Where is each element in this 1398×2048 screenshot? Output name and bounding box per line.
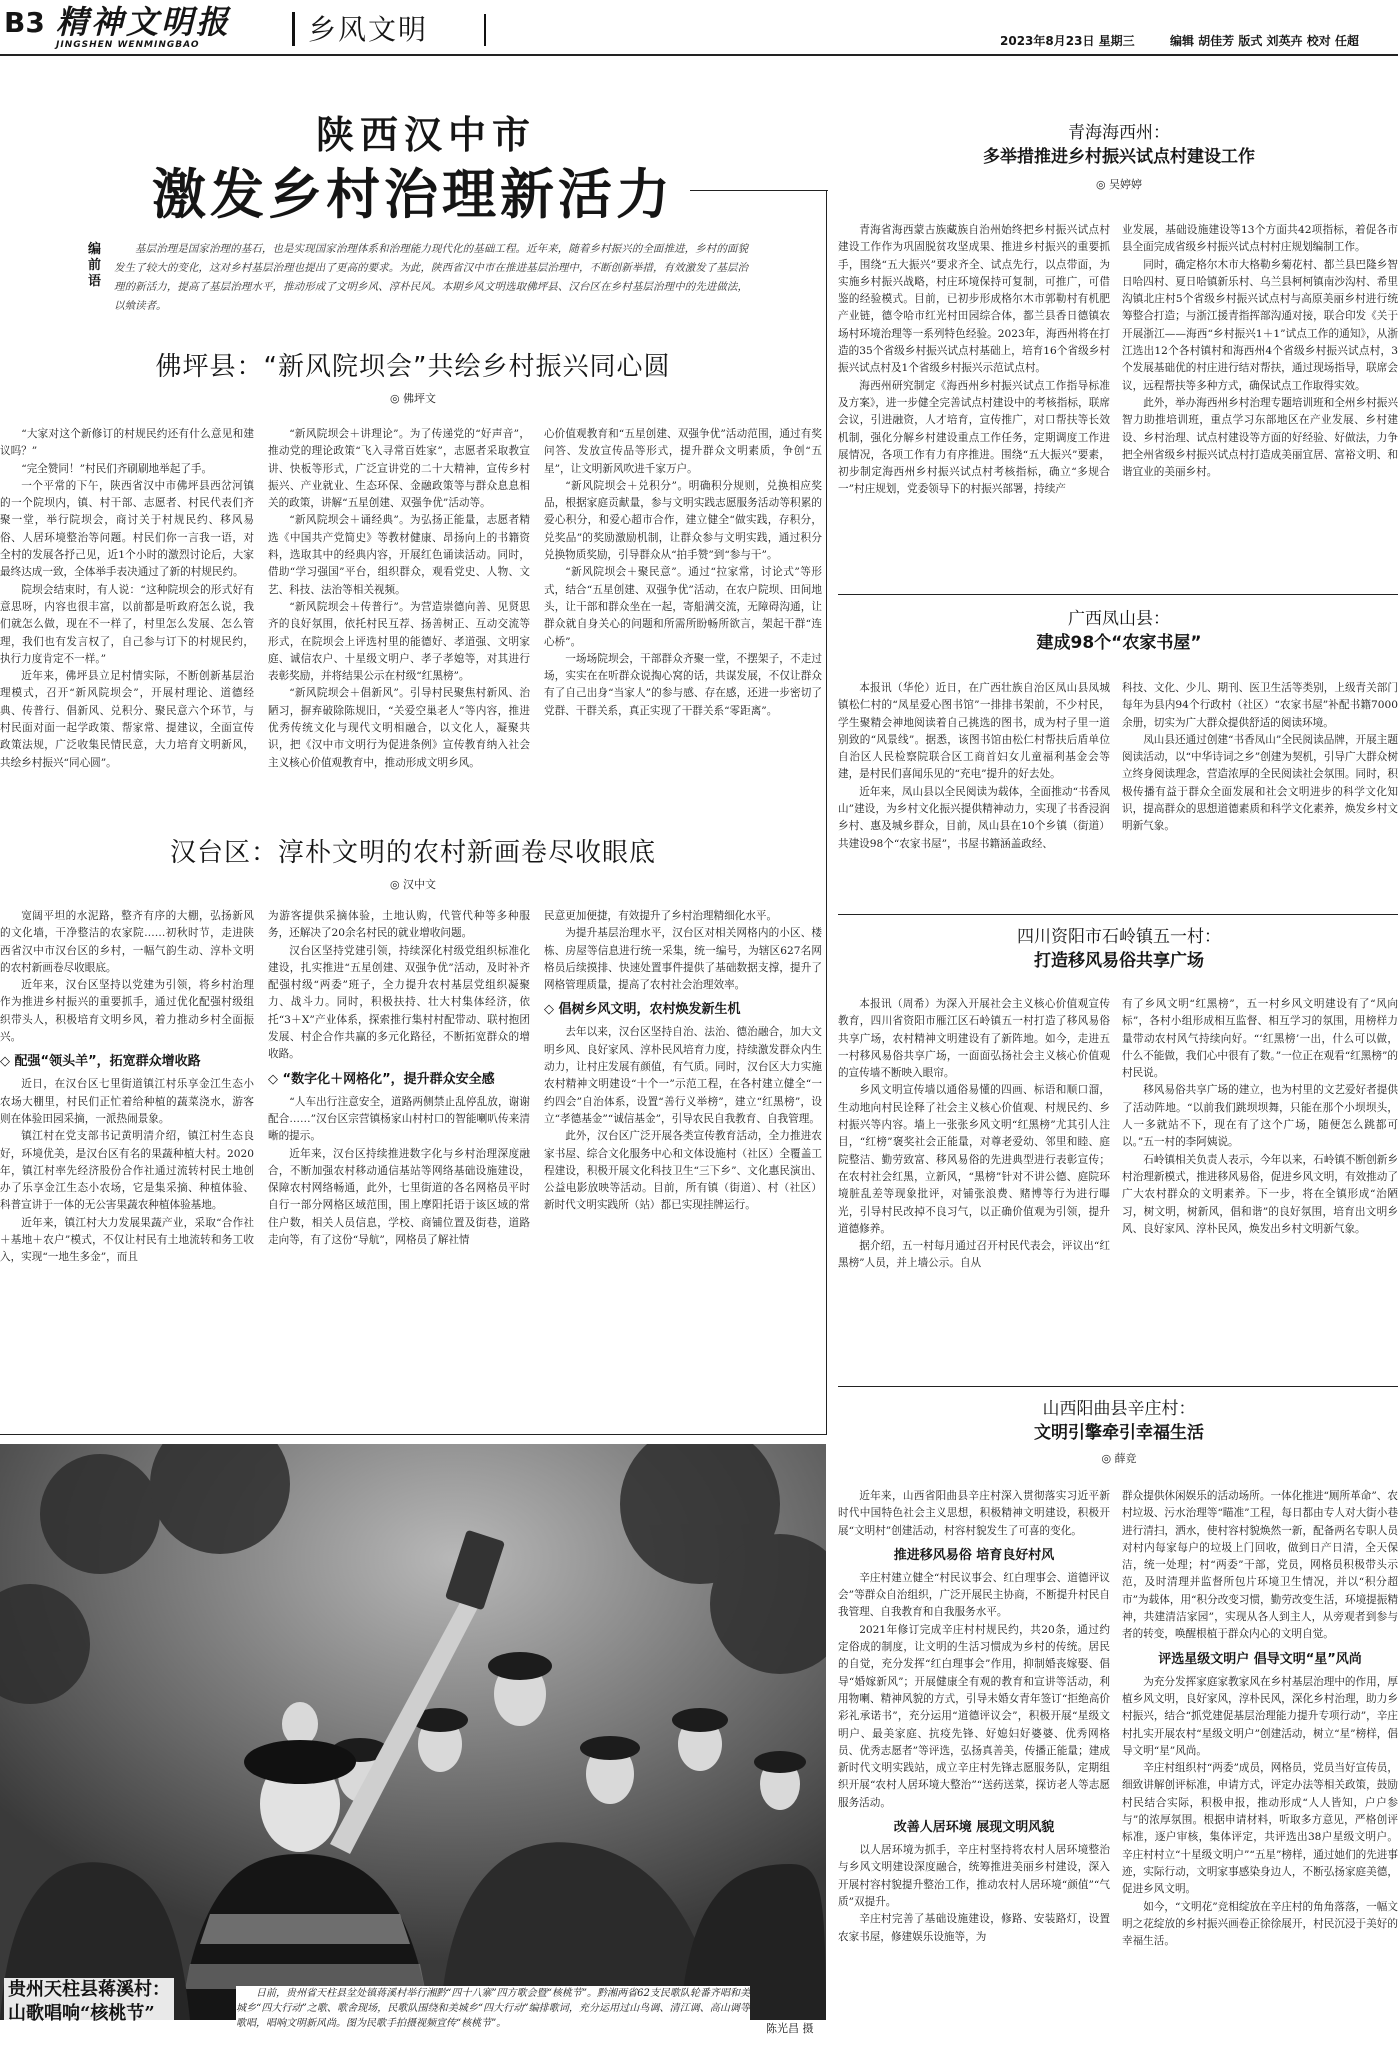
paragraph: 移风易俗共享广场的建立，也为村里的文艺爱好者提供了活动阵地。“以前我们跳坝坝舞，只能在那个小坝坝头，人一多就站不下，现在有了这个广场，随便怎么跳都可以。”五一村的李阿姨说。	[1122, 1084, 1398, 1149]
paragraph: 凤山县还通过创建“书香凤山”全民阅读品牌，开展主题阅读活动，以“中华诗词之乡”创建为契机，引导广大群众树立终身阅读理念，营造浓厚的全民阅读社会氛围。同时，积极传播有益于群众全面发展和社会文明进步的科学文化知识，提高群众的思想道德素质和科学文化素养，焕发乡村文明新气象。	[1122, 733, 1398, 833]
qinghai-bottom-rule	[838, 594, 1398, 595]
shanxi-title: 文明引擎牵引幸福生活	[1034, 1423, 1204, 1443]
lead-headline: 激发乡村治理新活力	[152, 163, 674, 226]
shanxi-byline: ◎ 薛竞	[1101, 1452, 1137, 1465]
hantai-byline: ◎ 汉中文	[389, 878, 437, 891]
diamond-icon: ◇	[0, 1054, 15, 1070]
paragraph: 近日，在汉台区七里街道镇江村乐享金江生态小农场大棚里，村民们正忙着给种植的蔬菜浇水，游客则在体验田园采摘，一派热闹景象。	[0, 1078, 254, 1125]
paragraph: “新风院坝会＋讲理论”。为了传递党的“好声音”，推动党的理论政策“飞入寻常百姓家”，志愿者采取教宣讲、快板等形式，广泛宣讲党的二十大精神，宣传乡村振兴、产业就业、生态环保、金融政策等与群众息息相关的政策，讲解“五星创建、双强争优”活动等。	[268, 428, 530, 510]
qinghai-title: 多举措推进乡村振兴试点村建设工作	[983, 147, 1255, 167]
sichuan-column-1	[838, 996, 1110, 1376]
paragraph: “新风院坝会＋传普行”。为营造崇德向善、见贤思齐的良好氛围，依托村民互荐、扬善树正、互动交流等形式，在院坝会上评选村里的能德好、孝道强、文明家庭、诚信农户、十星级文明户、孝子孝媳等，对其进行表彰奖励，并将结果公示在村级“红黑榜”。	[268, 600, 530, 683]
qinghai-byline: ◎ 吴婷婷	[1095, 178, 1143, 191]
paragraph: 近年来，汉台区坚持以党建为引领，将乡村治理作为推进乡村振兴的重要抓手，通过优化配强村级组织带头人，积极培育文明乡风，着力推动乡村全面振兴。	[0, 979, 254, 1044]
paragraph: 去年以来，汉台区坚持自治、法治、德治融合，加大文明乡风、良好家风、淳朴民风培育力度，持续激发群众内生动力，让村庄发展有颜值，有气质。同时，汉台区大力实施农村精神文明建设“十个一”示范工程，在各村建立健全“一约四会”自治体系，设置“善行义举榜”，建立“红黑榜”，设立“孝德基金”“诚信基金”，引导农民自我教育、自我管理。	[544, 1026, 822, 1125]
paragraph: 宽阔平坦的水泥路，整齐有序的大棚，弘扬新风的文化墙，干净整洁的农家院……初秋时节，走进陕西省汉中市汉台区的乡村，一幅气韵生动、淳朴文明的农村新画卷尽收眼底。	[0, 910, 254, 974]
paragraph: 辛庄村完善了基础设施建设，修路、安装路灯，设置农家书屋，修建娱乐设施等，为	[838, 1913, 1110, 1943]
qinghai-kicker: 青海海西州：	[1068, 123, 1170, 143]
guangxi-column-2	[1122, 680, 1398, 904]
foping-column-1	[0, 426, 254, 812]
author-marker-icon: ◎	[389, 392, 404, 405]
foping-byline: ◎ 佛坪文	[389, 392, 437, 405]
paragraph: 青海省海西蒙古族藏族自治州始终把乡村振兴试点村建设工作作为巩固脱贫攻坚成果、推进乡村振兴的重要抓手，围绕“五大振兴”要求齐全、试点先行，以点带面，为实施乡村振兴战略，村庄环境保持可复制，可推广，可借鉴的经验模式。目前，已初步形成格尔木市郭勒村有机肥产业链，德令哈市红光村田园综合体，都兰县香日德镇农场村环境治理等一系列特色经验。2023年，海西州将在打造的35个省级乡村振兴试点村基础上，培育16个省级乡村振兴试点村及1个省级乡村振兴示范试点村。	[838, 224, 1110, 375]
qinghai-column-1	[838, 222, 1110, 584]
sichuan-column-2	[1122, 996, 1398, 1376]
editor-credits: 编辑 胡佳芳 版式 刘英卉 校对 任超	[1170, 34, 1359, 48]
paragraph: 民意更加便捷，有效提升了乡村治理精细化水平。	[544, 910, 778, 922]
paragraph: “新风院坝会＋兑积分”。明确积分规则，兑换相应奖品，根据家庭贡献量，参与文明实践志愿服务活动等积累的爱心积分，和爱心超市合作，建立健全“做实践，存积分，兑奖品”的奖励激励机制，让群众参与文明实践，通过积分兑换物质奖励，引导群众从“拍手赞”到“参与干”。	[544, 479, 822, 562]
paragraph: 业发展，基础设施建设等13个方面共42项指标，着促各市县全面完成省级乡村振兴试点村村庄规划编制工作。	[1122, 224, 1398, 254]
paragraph: 镇江村在党支部书记黄明清介绍，镇江村生态良好，环境优美，是汉台区有名的果蔬种植大村。2020年，镇江村率先经济股份合作社通过流转村民土地创办了乐享金江生态小农场，它是集采摘、种植体验、科普宣讲于一体的无公害果蔬农种植体验基地。	[0, 1130, 254, 1212]
lead-box-right-rule	[826, 190, 827, 1434]
paragraph: 海西州研究制定《海西州乡村振兴试点工作指导标准及方案》，进一步健全完善试点村建设中的考核指标，联席会议，引进融资，人才培育，宣传推广，对口帮扶等长效机制，强化分解乡村建设重点工作任务，定期调度工作进展情况，各项工作有力有序推进。围绕“五大振兴”要素，初步制定海西州乡村振兴试点村考核指标，确立“多规合一”村庄规划，党委领导下的村振兴部署，持续产	[838, 379, 1110, 496]
paragraph: 院坝会结束时，有人说：“这种院坝会的形式好有意思呀，内容也很丰富，以前都是听政府怎么说，我们就怎么做，现在不一样了，村里怎么发展、怎么管理，我们也有发言权了，自己参与订下的村规民约，执行力度肯定不一样。”	[0, 583, 254, 665]
paragraph: 石岭镇相关负责人表示，今年以来，石岭镇不断创新乡村治理新模式，推进移风易俗，促进乡风文明，有效推动了广大农村群众的文明素养。下一步，将在全镇形成“治陋习，树文明，树新风，倡和谐”的良好氛围，培育出文明乡风、良好家风、淳朴民风，焕发出乡村文明新气象。	[1122, 1153, 1398, 1235]
paragraph: 近年来，镇江村大力发展果蔬产业，采取“合作社＋基地＋农户”模式，不仅让村民有土地流转和务工收入，实现“一地生多金”，而且	[0, 1216, 254, 1264]
hantai-column-3	[544, 908, 822, 1424]
sichuan-bottom-rule	[838, 1386, 1398, 1387]
paragraph: 汉台区坚持党建引领，持续深化村级党组织标准化建设，扎实推进“五星创建、双强争优”活动，及时补齐配强村级“两委”班子，全力提升农村基层党组织凝聚力、战斗力。同时，积极扶持、壮大村集体经济，依托“3＋X”产业体系，探索推行集村村配带动、联村抱团发展、村企合作共赢的多元化路径，不断拓宽群众的增收路。	[268, 944, 530, 1061]
lead-kicker: 陕西汉中市	[316, 112, 537, 157]
masthead-divider	[292, 12, 295, 46]
paragraph: 一个平常的下午，陕西省汉中市佛坪县西岔河镇的一个院坝内，镇、村干部、志愿者、村民代表们齐聚一堂，举行院坝会，商讨关于村规民约、移风易俗、人居环境整治等问题。村民们你一言我一语，对全村的发展各抒己见，近1个小时的激烈讨论后，大家最终达成一致，全体举手表决通过了新的村规民约。	[0, 479, 254, 579]
issue-date: 2023年8月23日 星期三	[1000, 34, 1135, 48]
paragraph: 为充分发挥家庭家教家风在乡村基层治理中的作用，厚植乡风文明，良好家风，淳朴民风，深化乡村治理，助力乡村振兴，结合“抓党建促基层治理能力提升专项行动”，辛庄村扎实开展农村“星级文明户”创建活动，树立“星”榜样，倡导文明“星”风尚。	[1122, 1675, 1398, 1757]
paragraph: 近年来，汉台区持续推进数字化与乡村治理深度融合，不断加强农村移动通信基站等网络基础设施建设，保障农村网络畅通，此外，七里街道的各名网格员平时自行一部分网格区域范围，围上摩阳托语于该区域的常住户数，相关人员信息，学校、商铺位置及街巷，道路走向等，有了这份“导航”，网格员了解社情	[268, 1147, 530, 1247]
paragraph: 本报讯（华伦）近日，在广西壮族自治区凤山县凤城镇松仁村的“凤星爱心图书馆”一排排书架前，不少村民，学生聚精会神地阅读着自己挑选的图书，成为村子里一道别致的“风景线”。据悉，该图书馆由松仁村帮扶后盾单位自治区人民检察院联合区工商首妇女儿童福利基金会等建，是村民们喜闻乐见的“充电”提升的好去处。	[838, 682, 1110, 781]
shanxi-kicker: 山西阳曲县辛庄村：	[1042, 1399, 1196, 1419]
hantai-subhead-1: ◇ 配强“领头羊”，拓宽群众增收路	[0, 1054, 201, 1070]
paragraph: 为提升基层治理水平，汉台区对相关网格内的小区、楼栋、房屋等信息进行统一采集，统一编号，为辖区627名网格员后续摸排、快速处置事件提供了基础数据支撑，提升了网格管理质量，提高了农村社会治理效率。	[544, 927, 822, 992]
editor-note-text: 基层治理是国家治理的基石，也是实现国家治理体系和治理能力现代化的基础工程。近年来，随着乡村振兴的全面推进，乡村的面貌发生了较大的变化，这对乡村基层治理也提出了更高的要求。为此，陕西省汉中市在推进基层治理中，不断创新举措，有效激发了基层治理的新活力，提高了基层治理水平，推动形成了文明乡风、淳朴民风。本期乡风文明选取佛坪县、汉台区在乡村基层治理中的先进做法，以飨读者。	[114, 243, 748, 312]
shanxi-column-1	[838, 1488, 1110, 2044]
paragraph: 此外，汉台区广泛开展各类宣传教育活动，全力推进农家书屋、综合文化服务中心和文体设施村（社区）全覆盖工程建设，积极开展文化科技卫生“三下乡”、文化惠民演出、公益电影放映等活动。目前，所有镇（街道）、村（社区）新时代文明实践所（站）都已实现挂牌运行。	[544, 1130, 822, 1212]
paragraph: 一场场院坝会，干部群众齐聚一堂，不摆架子，不走过场，实实在在听群众说掏心窝的话，共谋发展，不仅让群众有了自己出身“当家人”的参与感、存在感，还进一步密切了党群、干群关系，真正实现了干群关系“零距离”。	[544, 652, 822, 717]
diamond-icon: ◇	[268, 1071, 283, 1087]
guangxi-kicker: 广西凤山县：	[1068, 609, 1170, 629]
guangxi-bottom-rule	[838, 914, 1398, 915]
paragraph: 此外，举办海西州乡村治理专题培训班和全州乡村振兴智力助推培训班，重点学习东部地区在产业发展、乡村建设、乡村治理、试点村建设等方面的好经验、好做法，力争把全州省级乡村振兴试点村打造成美丽宜居、富裕文明、和谐宜业的美丽乡村。	[1122, 396, 1398, 479]
lead-headline-rule	[690, 190, 828, 191]
author-marker-icon: ◎	[1095, 178, 1110, 191]
header-rule	[0, 54, 1398, 56]
shanxi-subhead-2: 改善人居环境 展现文明风貌	[893, 1820, 1055, 1836]
masthead-bar	[0, 0, 1398, 62]
shanxi-subhead-3: 评选星级文明户 倡导文明“星”风尚	[1158, 1651, 1362, 1667]
paragraph: 辛庄村建立健全“村民议事会、红白理事会、道德评议会”等群众自治组织，广泛开展民主协商，不断提升村民自我管理、自我教育和自我服务水平。	[838, 1571, 1110, 1619]
sichuan-kicker: 四川资阳市石岭镇五一村：	[1017, 927, 1221, 947]
guangxi-title: 建成98个“农家书屋”	[1036, 633, 1202, 653]
paragraph: “新风院坝会＋聚民意”。通过“拉家常，讨论式”等形式，结合“五星创建、双强争优”活动，在农户院坝、田间地头，让干部和群众坐在一起，寄船满交流，无障碍沟通，让群众就自身关心的问题和所需所盼畅所欲言，架起干群“连心桥”。	[544, 566, 822, 648]
sichuan-title: 打造移风易俗共享广场	[1034, 951, 1204, 971]
paragraph: 科技、文化、少儿、期刊、医卫生活等类别，上级青关部门每年为县内94个行政村（社区）“农家书屋”补配书籍7000余册，切实为广大群众提供舒适的阅读环境。	[1122, 682, 1398, 729]
masthead-logo: 精神文明报 JINGSHEN WENMINGBAO	[56, 3, 232, 50]
paragraph: 乡风文明宣传墙以通俗易懂的四画、标语和顺口溜，生动地向村民诠释了社会主义核心价值观、村规民约、乡村振兴等内容。墙上一张张乡风文明“红黑榜”尤其引人注目，“红榜”褒奖社会正能量，对尊老爱幼、邻里和睦、庭院整洁、勤劳致富、移风易俗的先进典型进行表彰宣传；在农村社会红黑，立新风，“黑榜”针对不讲公德、庭院环境脏乱差等现象批评，对铺张浪费、赌博等行为进行曝光，引导村民改掉不良习气，以正确价值观为引领，提升道德修养。	[838, 1084, 1110, 1235]
photo-caption: 日前，贵州省天柱县坌处镇蒋溪村举行湘黔“四十八寨”四方歌会暨“核桃节”。黔湘两省62支民歌队轮番齐唱和美城乡“四大行动”之歌、歌舍现场，民歌队围绕和美城乡“四大行动”编排歌词，充分运用过山鸟调、清江调、高山调等歌唱，唱响文明新风尚。图为民歌手拍摄视频宣传“核桃节”。	[236, 1988, 750, 2029]
photo-caption-title: 贵州天柱县蒋溪村： 山歌唱响“核桃节”	[4, 1978, 174, 2026]
paragraph: 有了乡风文明“红黑榜”，五一村乡风文明建设有了“风向标”，各村小组形成相互监督、相互学习的氛围，用榜样力量带动农村风气持续向好。“‘红黑榜’一出，什么可以做，什么不能做，我们心中很有了数。”一位正在观看“红黑榜”的村民说。	[1122, 998, 1398, 1080]
paragraph: 群众提供休闲娱乐的活动场所。一体化推进“厕所革命”、农村垃圾、污水治理等“瞄准”工程，每日都由专人对大街小巷进行清扫，洒水，使村容村貌焕然一新，配备两名专职人员对村内每家每户的垃圾上门回收，做到日产日清，全天保洁，统一处理；村“两委”干部，党员，网格员积极带头示范，及时清理并监督所包片环境卫生情况，并以“积分超市”为载体，用“积分改变习惯，勤劳改变生活，环境提振精神，共建清洁家园”，实现从各人到主人，从旁观者到参与者的转变，唤醒根植于群众内心的文明自觉。	[1122, 1490, 1398, 1641]
section-name: 乡风文明	[308, 13, 429, 46]
shanxi-subhead-1: 推进移风易俗 培育良好村风	[893, 1547, 1055, 1563]
shanxi-column-2	[1122, 1488, 1398, 2044]
paragraph: 本报讯（周希）为深入开展社会主义核心价值观宣传教育，四川省资阳市雁江区石岭镇五一村打造了移风易俗共享广场，农村精神文明建设有了新阵地。如今，走进五一村移风易俗共享广场，一面面弘扬社会主义核心价值观的宣传墙不断映入眼帘。	[838, 998, 1110, 1080]
paragraph: 同时，确定格尔木市大格勒乡菊花村、都兰县巴隆乡智日哈四村、夏日哈镇新乐村、乌兰县柯柯镇南沙沟村、希里沟镇北庄村5个省级乡村振兴试点村与高原美丽乡村进行统筹整合打造；与浙江援青指挥部沟通对接，联合印发《关于开展浙江——海西“乡村振兴1＋1”试点工作的通知》，从浙江选出12个各村镇村和海西州4个省级乡村振兴试点村，3个发展基础优的村庄进行结对帮扶，通过现场指导，联席会议，远程帮扶等多种方式，确保试点工作取得实效。	[1122, 258, 1398, 392]
lead-box-bottom-rule	[0, 1434, 827, 1435]
paragraph: 据介绍，五一村每月通过召开村民代表会，评议出“红黑榜”人员，并上墙公示。自从	[838, 1240, 1110, 1270]
festival-photo	[0, 1444, 826, 2020]
editor-note-label: 编前语	[88, 242, 102, 289]
paragraph: 近年来，凤山县以全民阅读为载体，全面推动“书香凤山”建设，为乡村文化振兴提供精神动力，实现了书香浸润乡村、惠及城乡群众，目前，凤山县在10个乡镇（街道）共建设98个“农家书屋”，书屋书籍涵盖政经、	[838, 785, 1110, 850]
diamond-icon: ◇	[544, 1002, 559, 1018]
paragraph: 近年来，山西省阳曲县辛庄村深入贯彻落实习近平新时代中国特色社会主义思想，积极精神文明建设，积极开展“文明村”创建活动，村容村貌发生了可喜的变化。	[838, 1490, 1110, 1537]
photo-credit: 陈光昌 摄	[766, 2022, 814, 2035]
paragraph: 如今，“文明花”竞相绽放在辛庄村的角角落落，一幅文明之花绽放的乡村振兴画卷正徐徐展开，村民沉浸于美好的幸福生活。	[1122, 1900, 1398, 1948]
paragraph: 心价值观教育和“五星创建、双强争优”活动范围，通过有奖问答、发放宣传品等形式，提升群众文明素质，争创“五星”，让文明新风吹进千家万户。	[544, 428, 822, 475]
paragraph: “完全赞同！”村民们齐刷刷地举起了手。	[21, 462, 213, 475]
foping-column-3	[544, 426, 822, 812]
paragraph: 近年来，佛坪县立足村情实际，不断创新基层治理模式，召开“新风院坝会”，开展村理论、道德经典、传普行、倡新风、兑积分、聚民意六个环节，与村民面对面一起学政策、帮家常、提建议，全面宣传政策法规，广泛收集民情民意，大力培育文明新风，共绘乡村振兴“同心圆”。	[0, 670, 254, 769]
hantai-column-1	[0, 908, 254, 1424]
paragraph: 以人居环境为抓手，辛庄村坚持将农村人居环境整治与乡风文明建设深度融合，统筹推进美丽乡村建设，深入开展村容村貌提升整治工作，推动农村人居环境“颜值”“气质”双提升。	[838, 1844, 1110, 1908]
paragraph: “新风院坝会＋诵经典”。为弘扬正能量，志愿者精选《中国共产党简史》等教材健康、昂扬向上的书籍资料，选取其中的经典内容，开展红色诵读活动。同时，借助“学习强国”平台，组织群众，观看党史、人物、文艺、科技、法治等相关视频。	[268, 514, 530, 596]
hantai-subhead-2: ◇ “数字化＋网格化”，提升群众安全感	[268, 1071, 495, 1087]
paragraph: “大家对这个新修订的村规民约还有什么意见和建议吗？”	[0, 428, 254, 458]
paragraph: 辛庄村组织村“两委”成员，网格员，党员当好宣传员，细致讲解创评标准，申请方式，评定办法等相关政策，鼓励村民结合实际，积极申报，推动形成“人人皆知，户户参与”的浓厚氛围。根据申请材料，听取多方意见，严格创评标准，逐户审核，集体评定，共评选出38户星级文明户。辛庄村村立“十星级文明户”“五星”榜样，通过她们的先进事迹，实际行动，文明家事感染身边人，不断弘扬家庭美德，促进乡风文明。	[1122, 1762, 1398, 1896]
author-marker-icon: ◎	[389, 878, 404, 891]
paragraph: 2021年修订完成辛庄村村规民约，共20条，通过约定俗成的制度，让文明的生活习惯成为乡村的传统。居民的自觉，充分发挥“红白理事会”作用，抑制婚丧嫁娶、倡导“婚嫁新风”；开展健康全有观的教育和宣讲等活动，利用物喇、精神风貌的方式，引导未婚女青年签订“拒绝高价彩礼承诺书”，充分运用“道德评议会”，积极开展“星级文明户、最美家庭、抗疫先锋、好媳妇好婆婆、优秀网格员、优秀志愿者”等评选，弘扬真善美，传播正能量；建成新时代文明实践站，成立辛庄村先锋志愿服务队，定期组织开展“农村人居环境大整治”“送药送菜，探访老人等志愿服务活动。	[838, 1623, 1110, 1809]
hantai-title: 汉台区：淳朴文明的农村新画卷尽收眼底	[169, 838, 656, 868]
foping-title: 佛坪县：“新风院坝会”共绘乡村振兴同心圆	[155, 352, 671, 382]
section-divider	[484, 14, 486, 46]
hantai-subhead-3: ◇ 倡树乡风文明，农村焕发新生机	[544, 1002, 741, 1018]
paragraph: “新风院坝会＋倡新风”。引导村民聚焦村新风、治陋习，摒弃破除陈规旧，“关爱空巢老人”等内容，推进优秀传统文化与现代文明相融合，以文化人，凝聚共识，把《汉中市文明行为促进条例》宣传教育纳入社会主义核心价值观教育中，推动形成文明乡风。	[268, 687, 530, 769]
hantai-column-2	[268, 908, 530, 1424]
paragraph: 为游客提供采摘体验，土地认购，代管代种等多种服务，还解决了20余名村民的就业增收问题。	[268, 910, 530, 940]
guangxi-column-1	[838, 680, 1110, 904]
festival-photo-scene	[0, 1444, 826, 2020]
paragraph: “人车出行注意安全，道路两侧禁止乱停乱放，谢谢配合……”汉台区宗营镇杨家山村村口的智能喇叭传来清晰的提示。	[268, 1095, 530, 1143]
author-marker-icon: ◎	[1101, 1452, 1115, 1465]
qinghai-column-2	[1122, 222, 1398, 584]
foping-column-2	[268, 426, 530, 812]
page-number: B3	[4, 6, 45, 39]
